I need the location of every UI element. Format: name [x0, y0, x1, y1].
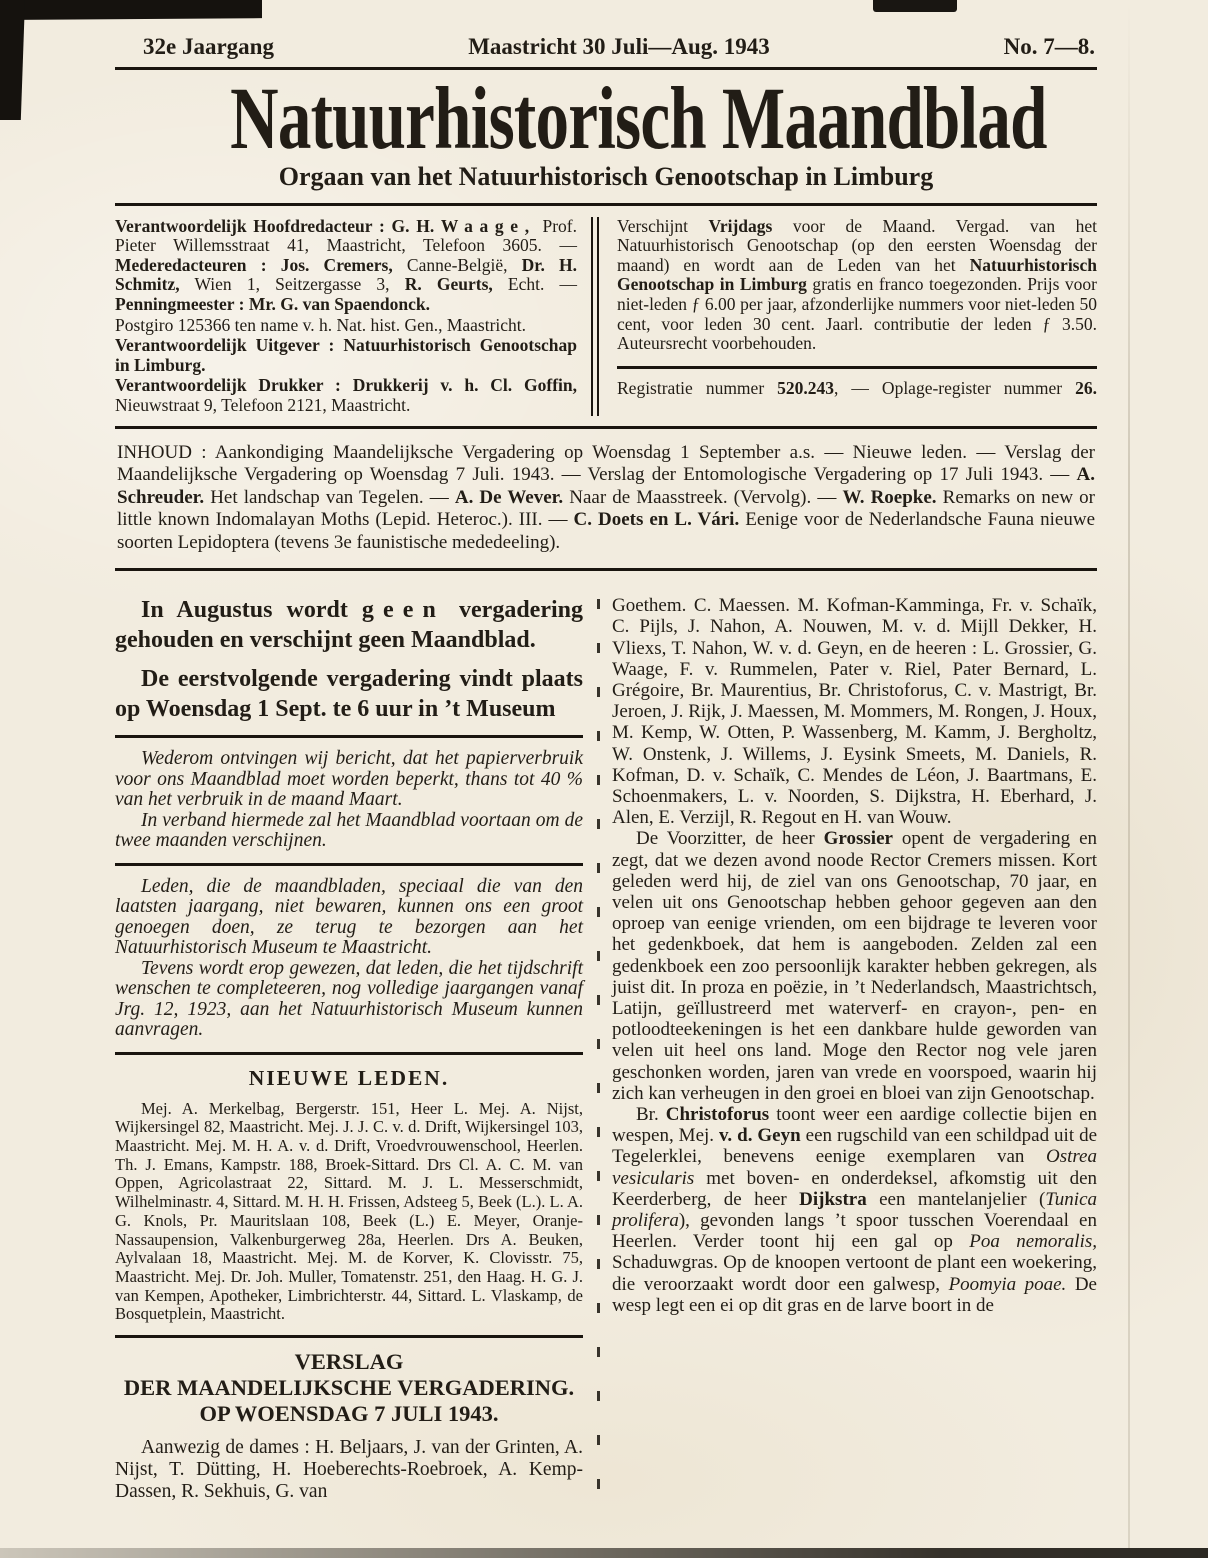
publisher-paragraph: Verantwoordelijk Uitgever : Natuurhistorisch Genootschap in Limburg. — [115, 335, 577, 375]
divider — [115, 1052, 583, 1055]
table-of-contents: INHOUD : Aankondiging Maandelijksche Vergadering op Woensdag 1 September a.s. — Nieuwe leden. — Verslag der Maandelijksche Vergadering op Woensdag 7 Juli. 1943. — Verslag der Entomologische Vergadering op 17 Juli 1943. — A. Schreuder. Het landschap van Tegelen. — A. De Wever. Naar de Maasstreek. (Vervolg). — W. Roepke. Remarks on new or little known Indomalayan Moths (Lepid. Heteroc.). III. — C. Doets en L. Vári. Eenige voor de Nederlandsche Fauna nieuwe soorten Lepidoptera (tevens 3e faunistische mededeeling). — [115, 429, 1097, 572]
august-announcement: In Augustus wordt geen vergadering gehouden en verschijnt geen Maandblad. — [115, 597, 583, 654]
masthead — [115, 68, 1097, 168]
attendees-paragraph: Aanwezig de dames : H. Beljaars, J. van der Grinten, A. Nijst, T. Dütting, H. Hoeberechts-Roebroek, A. Kemp-Dassen, R. Sekhuis, G. van — [115, 1437, 583, 1503]
magazine-subtitle: Orgaan van het Natuurhistorisch Genootschap in Limburg — [115, 162, 1097, 206]
postgiro-paragraph: Postgiro 125366 ten name v. h. Nat. hist. Gen., Maastricht. — [115, 314, 527, 335]
editors-paragraph: Verantwoordelijk Hoofdredacteur : G. H. Waage, Prof. Pieter Willemsstraat 41, Maastricht, Telefoon 3605. — Mederedacteuren : Jos. Cremers, Canne-België, Dr. H. Schmitz, Wien 1, Seitzergasse 3, R. Geurts, Echt. — Penningmeester : Mr. G. van Spaendonck. — [115, 215, 578, 315]
next-meeting-announcement: De eerstvolgende vergadering vindt plaats op Woensdag 1 Sept. te 6 uur in ’t Museum — [115, 666, 583, 723]
meeting-report-heading — [115, 1349, 583, 1427]
registration-line: Registratie nummer 520.243, — Oplage-register nummer 26. — [617, 377, 1097, 398]
divider — [617, 366, 1097, 369]
dotted-column-divider — [597, 599, 600, 1511]
paper-crease — [1128, 0, 1130, 1558]
new-members-heading: NIEUWE LEDEN. — [248, 1065, 450, 1090]
paper-restriction-notice: Wederom ontvingen wij bericht, dat het papierverbruik voor ons Maandblad moet worden beperkt, thans tot 40 % van het verbruik in de maand Maart. — [115, 748, 583, 811]
meeting-report-heading-line: VERSLAG — [294, 1349, 404, 1375]
bimonthly-notice: In verband hiermede zal het Maandblad voortaan om de twee maanden verschijnen. — [115, 809, 583, 852]
issue-number-label: No. 7—8. — [1003, 34, 1095, 59]
meeting-report-heading-line: OP WOENSDAG 7 JULI 1943. — [199, 1401, 499, 1427]
volume-label: 32e Jaargang — [143, 34, 274, 59]
left-column — [115, 595, 583, 1511]
new-members-list: Mej. A. Merkelbag, Bergerstr. 151, Heer L. Mej. A. Nijst, Wijkersingel 82, Maastricht. Mej. J. J. C. v. d. Drift, Wijkersingel 103, Maastricht. Mej. M. H. A. v. d. Drift, Vroedvrouwenschool, Heerlen. Th. J. Emans, Kampstr. 188, Broek-Sittard. Drs Cl. A. C. M. van Oppen, Agricolastraat 22, Sittard. M. J. L. Messerschmidt, Wilhelminastr. 4, Sittard. M. H. H. Frissen, Adsteeg 5, Beek (L.). L. A. G. Knols, Pr. Mauritslaan 108, Beek (L.) E. Meyer, Oranje-Nassaupension, Valkenburgerweg 28a, Heerlen. Drs A. Beuken, Aylvalaan 18, Maastricht. Mej. M. de Korver, K. Clovisstr. 75, Maastricht. Mej. Dr. Joh. Muller, Tomatenstr. 251, den Haag. H. G. J. van Kempen, Apotheker, Limbrichterstr. 44, Sittard. L. Vlaskamp, de Bosquetplein, Maastricht. — [115, 1098, 583, 1324]
divider — [115, 863, 583, 866]
scan-artifact-left-edge — [0, 0, 25, 120]
colophon — [115, 206, 1097, 429]
double-vertical-divider — [591, 217, 599, 416]
scan-artifact-top-edge — [0, 0, 262, 20]
page-content — [115, 30, 1097, 1511]
divider — [115, 1335, 583, 1338]
subscription-info-block — [601, 217, 1097, 416]
scan-artifact-top-center — [873, 0, 957, 12]
right-column — [612, 595, 1097, 1511]
place-date-label: Maastricht 30 Juli—Aug. 1943 — [468, 34, 770, 59]
meeting-report-heading-line: DER MAANDELIJKSCHE VERGADERING. — [123, 1375, 575, 1401]
body-columns — [115, 595, 1097, 1511]
magazine-title: Natuurhistorisch Maandblad — [230, 68, 1047, 168]
printer-paragraph: Verantwoordelijk Drukker : Drukkerij v. h. Cl. Goffin, Nieuwstraat 9, Telefoon 2121, Maastricht. — [115, 375, 577, 416]
scan-artifact-bottom-edge — [0, 1548, 1208, 1558]
divider — [115, 735, 583, 738]
issue-header — [115, 30, 1097, 70]
editorial-info-block — [115, 217, 589, 416]
chairman-opening-paragraph: De Voorzitter, de heer Grossier opent de vergadering en zegt, dat we dezen avond noode Rector Cremers missen. Kort geleden werd hij, de ziel van ons Genootschap, 70 jaar, en velen uit ons Genootschap hebben gehoor gegeven aan den oproep van eenige vrienden, om een bijdrage te leveren voor het gedenkboek, dat hem is aangeboden. Zelden zal een gedenkboek een zoo persoonlijk karakter hebben gekregen, als juist dit. In proza en poëzie, in ’t Nederlandsch, Maastrichtsch, Latijn, geïllustreerd met waterverf- en crayon-, pen- en potloodteekeningen is het een dankbare hulde geworden van velen uit heel ons land. Moge den Rector nog vele jaren geschonken worden, jaren van vrede en voorspoed, waarin hij zich kan verheugen in den groei en bloei van zijn Genootschap. — [612, 828, 1097, 1104]
attendees-continuation-paragraph: Goethem. C. Maessen. M. Kofman-Kamminga, Fr. v. Schaïk, C. Pijls, J. Nahon, A. Nouwen, M. v. d. Mijll Dekker, H. Vliexs, T. Nahon, W. v. d. Geyn, en de heeren : L. Grossier, G. Waage, F. v. Rummelen, Pater v. Riel, Pater Bernard, L. Grégoire, Br. Maurentius, Br. Christoforus, C. v. Mastrigt, Br. Jeroen, J. Rijk, J. Maessen, M. Mommers, M. Rongen, J. Houx, M. Kemp, W. Otten, P. Wassenberg, M. Kamm, J. Bergholtz, W. Onstenk, J. Willems, J. Eysink Smeets, M. Daniels, R. Kofman, D. v. Schaïk, C. Mendes de Léon, J. Baartmans, E. Schoenmakers, L. v. Noorden, S. Dijkstra, H. Eberhard, J. Alen, E. Verzijl, R. Regout en H. van Wouw. — [612, 595, 1097, 829]
return-issues-notice: Leden, die de maandbladen, speciaal die van den laatsten jaargang, niet bewaren, kunnen ons een groot genoegen doen, ze terug te bezorgen aan het Natuurhistorisch Museum te Maastricht. — [115, 875, 583, 959]
exhibits-paragraph: Br. Christoforus toont weer een aardige collectie bijen en wespen, Mej. v. d. Geyn een rugschild van een schildpad uit de Tegelerklei, benevens eenige exemplaren van Ostrea vesicularis met boven- en onderdeksel, afkomstig uit den Keerderberg, de heer Dijkstra een mantelanjelier (Tunica prolifera), gevonden langs ’t spoor tusschen Voerendaal en Heerlen. Verder toont hij een gal op Poa nemoralis, Schaduwgras. Op de knoopen vertoont de plant een woekering, die veroorzaakt wordt door een galwesp, Poomyia poae. De wesp legt een ei op dit gras en de larve boort in de — [612, 1104, 1098, 1316]
complete-volumes-notice: Tevens wordt erop gewezen, dat leden, die het tijdschrift wenschen te completeeren, nog volledige jaargangen vanaf Jrg. 12, 1923, aan het Natuurhistorisch Museum kunnen aanvragen. — [115, 957, 583, 1041]
subscription-paragraph: Verschijnt Vrijdags voor de Maand. Vergad. van het Natuurhistorisch Genootschap (op den eersten Woensdag der maand) en wordt aan de Leden van het Natuurhistorisch Genootschap in Limburg gratis en franco toegezonden. Prijs voor niet-leden ƒ 6.00 per jaar, afzonderlijke nummers voor niet-leden 50 cent, voor leden 30 cent. Jaarl. contributie der leden ƒ 3.50. Auteursrecht voorbehouden. — [617, 215, 1097, 354]
